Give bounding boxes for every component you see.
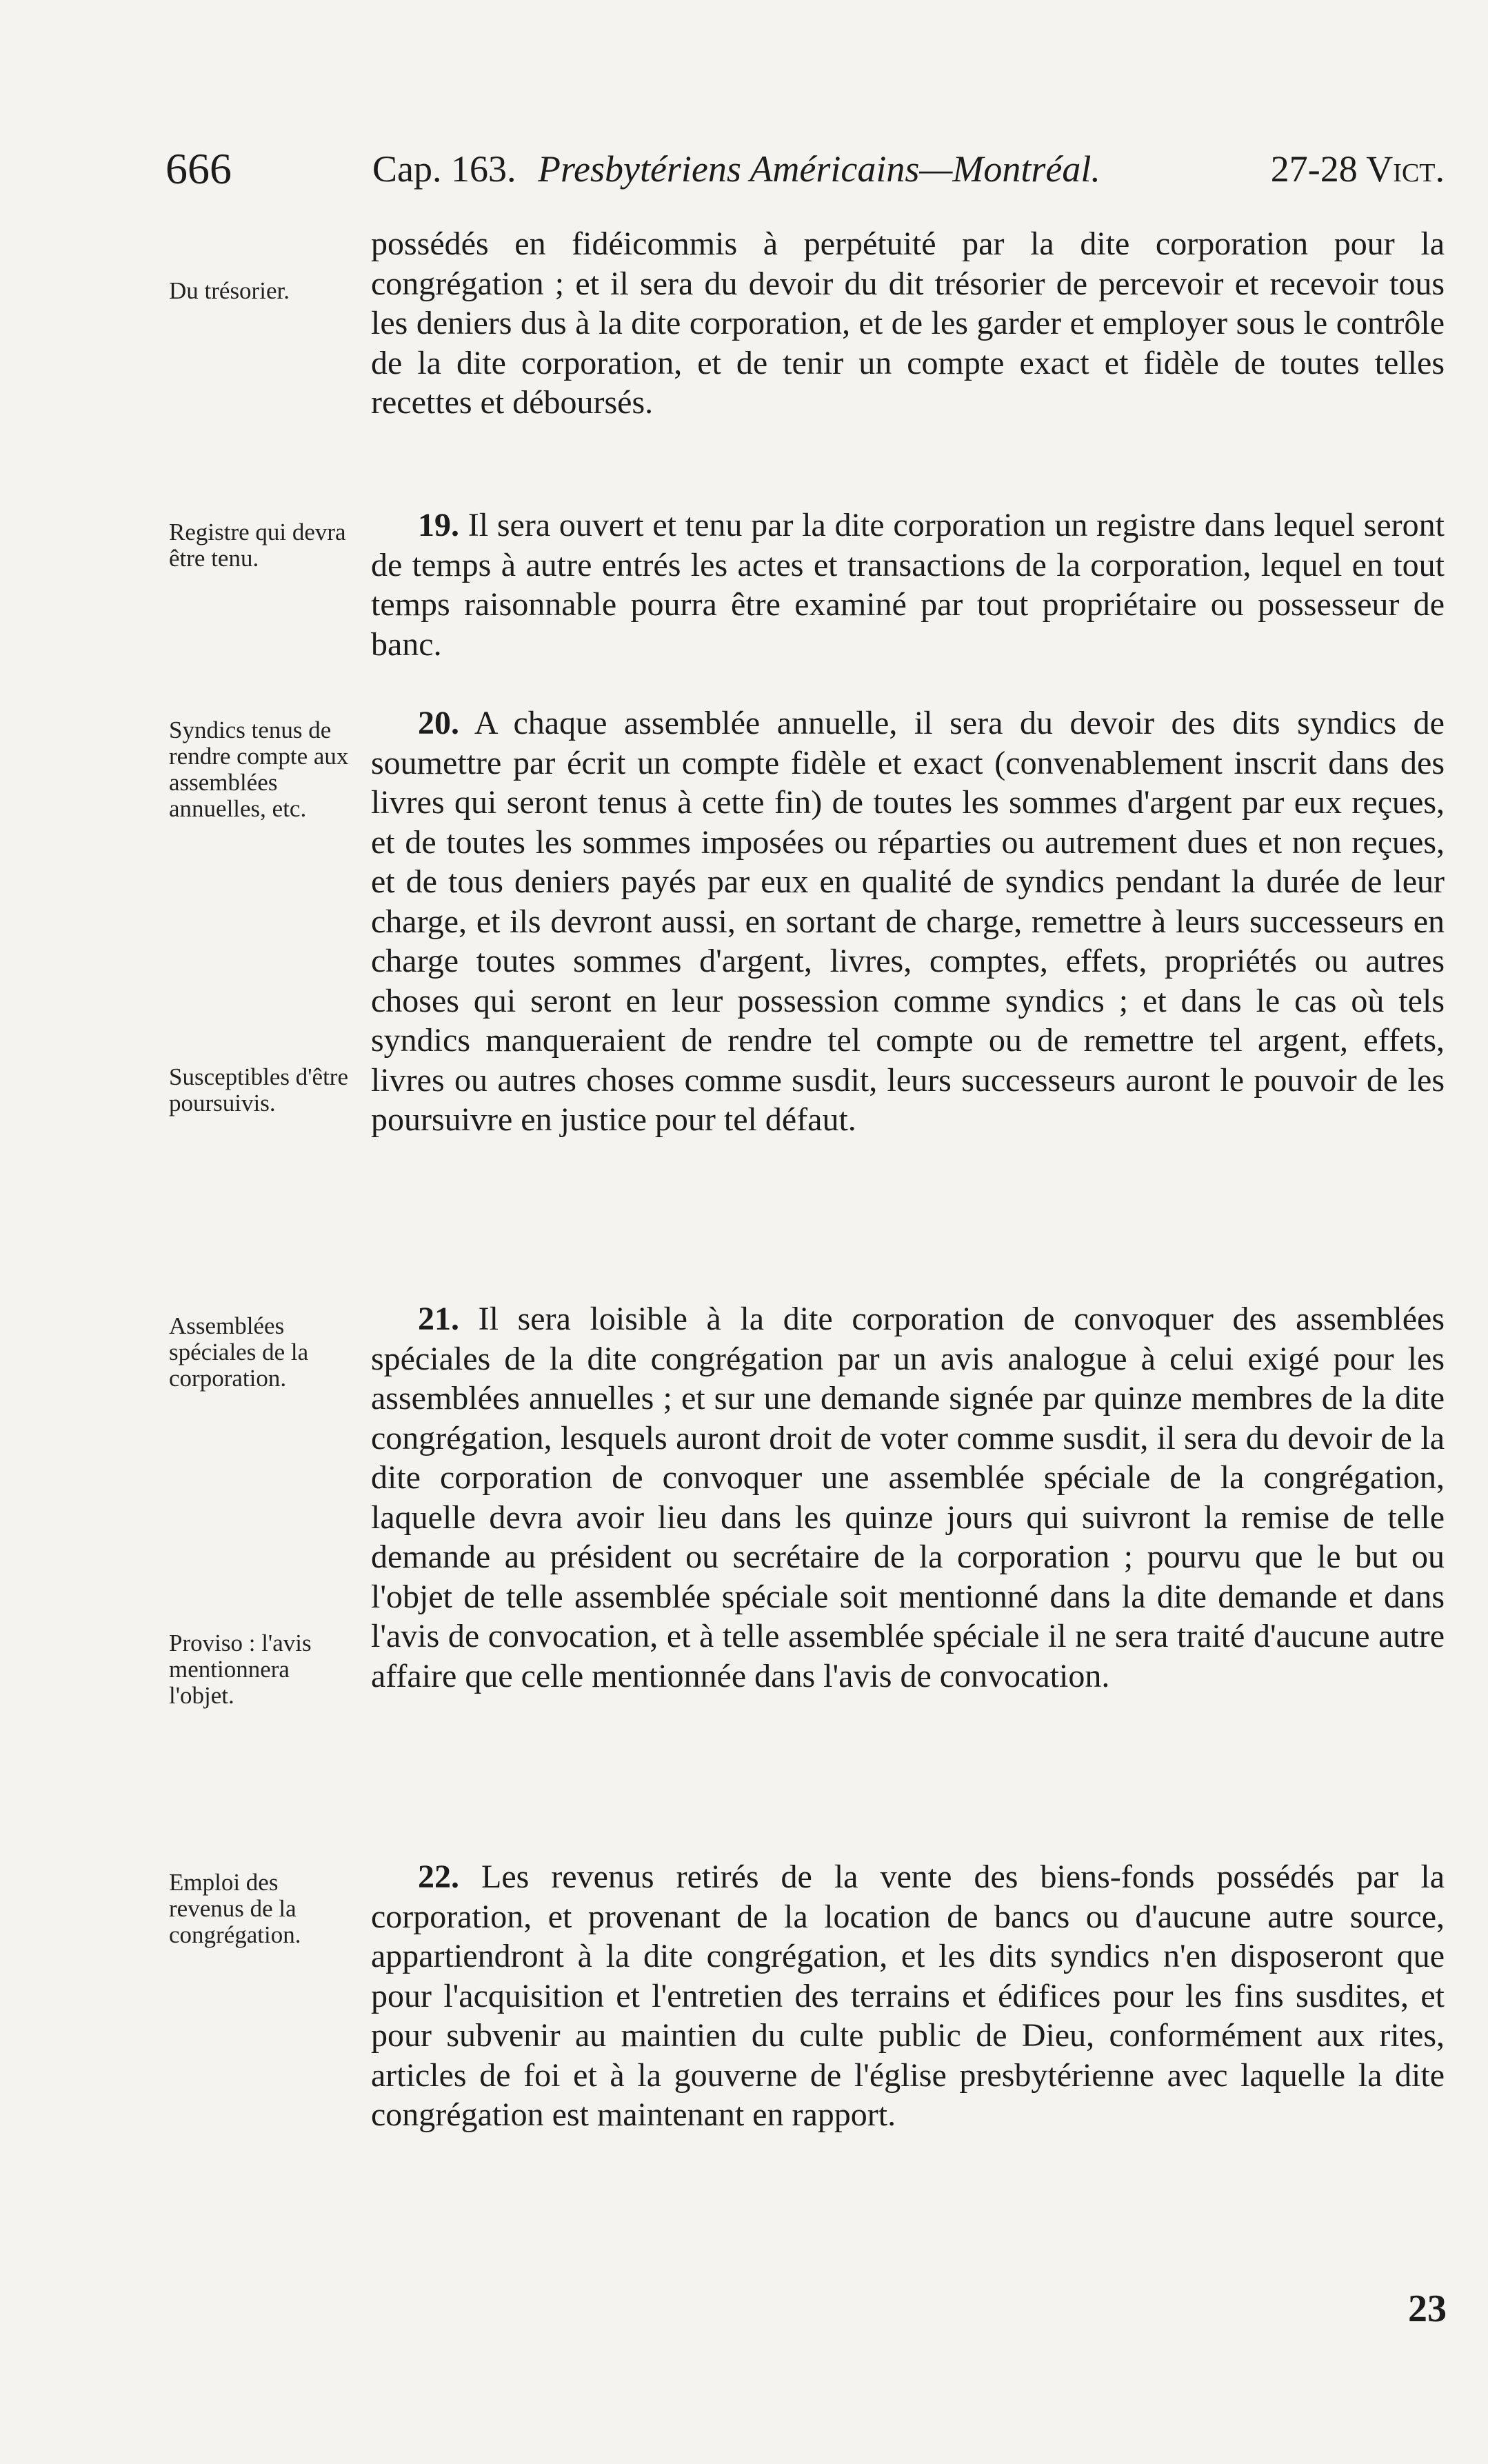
margin-note: Du trésorier. (169, 277, 290, 304)
section-number: 20. (418, 705, 459, 741)
section-text (371, 505, 1445, 664)
section-number: 19. (418, 507, 459, 543)
margin-note: Registre qui devra être tenu. (169, 519, 346, 572)
section-body: Les revenus retirés de la vente des biens-fonds possédés par la corporation, et provenant de la location de bancs ou d'aucune autre source, appartiendront à la dite congrégation, et les dits syndics n'en disposeront que pour l'acquisition et l'entretien des terrains et édifices pour les fins susdites, et pour subvenir au maintien du culte public de Dieu, conformément aux rites, articles de foi et à la gouverne de l'église presbytérienne avec laquelle la dite congrégation est maintenant en rapport. (371, 1859, 1445, 2133)
section-text (371, 703, 1445, 1140)
section-body: Il sera ouvert et tenu par la dite corporation un registre dans lequel seront de temps à autre entrés les actes et transactions de la corporation, lequel en tout temps raisonnable pourra être examiné par tout propriétaire ou possesseur de banc. (371, 507, 1445, 663)
section-number: 22. (418, 1859, 459, 1895)
running-header (165, 141, 1445, 197)
margin-note-secondary: Proviso : l'avis mentionnera l'objet. (169, 1630, 312, 1709)
running-title: Presbytériens Américains—Montréal. (538, 148, 1100, 190)
section-body: possédés en fidéicommis à perpétuité par la dite corporation pour la congrégation ; et il sera du devoir du dit trésorier de percevoir et recevoir tous les deniers dus à la dite corporation, et de les garder et employer sous le contrôle de la dite corporation, et de tenir un compte exact et fidèle de toutes telles recettes et déboursés. (371, 226, 1445, 421)
margin-note: Syndics tenus de rendre compte aux assemblées annuelles, etc. (169, 717, 349, 822)
regnal-year: 27-28 Vict. (1270, 148, 1445, 190)
section-body: A chaque assemblée annuelle, il sera du devoir des dits syndics de soumettre par écrit un compte fidèle et exact (convenablement inscrit dans des livres qui seront tenus à cette fin) de toutes les sommes d'argent par eux reçues, et de toutes les sommes imposées ou réparties ou autrement dues et non reçues, et de tous deniers payés par eux en qualité de syndics pendant la durée de leur charge, et ils devront aussi, en sortant de charge, remettre à leurs successeurs en charge toutes sommes d'argent, livres, comptes, effets, propriétés ou autres choses qui seront en leur possession comme syndics ; et dans le cas où tels syndics manqueraient de rendre tel compte ou de remettre tel argent, effets, livres ou autres choses comme susdit, leurs successeurs auront le pouvoir de les poursuivre en justice pour tel défaut. (371, 705, 1445, 1138)
margin-note-secondary: Susceptibles d'être poursuivis. (169, 1063, 348, 1116)
section-text (371, 1857, 1445, 2135)
margin-note: Assemblées spéciales de la corporation. (169, 1312, 309, 1392)
signature-mark: 23 (1408, 2287, 1447, 2330)
page-number: 666 (165, 144, 232, 193)
section-body: Il sera loisible à la dite corporation de convoquer des assemblées spéciales de la dite congrégation par un avis analogue à celui exigé pour les assemblées annuelles ; et sur une demande signée par quinze membres de la dite congrégation, lesquels auront droit de voter comme susdit, il sera du devoir de la dite corporation de convoquer une assemblée spéciale de la congrégation, laquelle devra avoir lieu dans les quinze jours qui suivront la remise de telle demande au président ou secrétaire de la corporation ; pourvu que le but ou l'objet de telle assemblée spéciale soit mentionné dans la dite demande et dans l'avis de convocation, et à telle assemblée spéciale il ne sera traité d'aucune autre affaire que celle mentionnée dans l'avis de convocation. (371, 1301, 1445, 1694)
margin-note: Emploi des revenus de la congrégation. (169, 1869, 301, 1948)
section-number: 21. (418, 1301, 459, 1337)
section-text (371, 224, 1445, 423)
chapter-label: Cap. 163. (372, 148, 516, 190)
section-text (371, 1299, 1445, 1696)
